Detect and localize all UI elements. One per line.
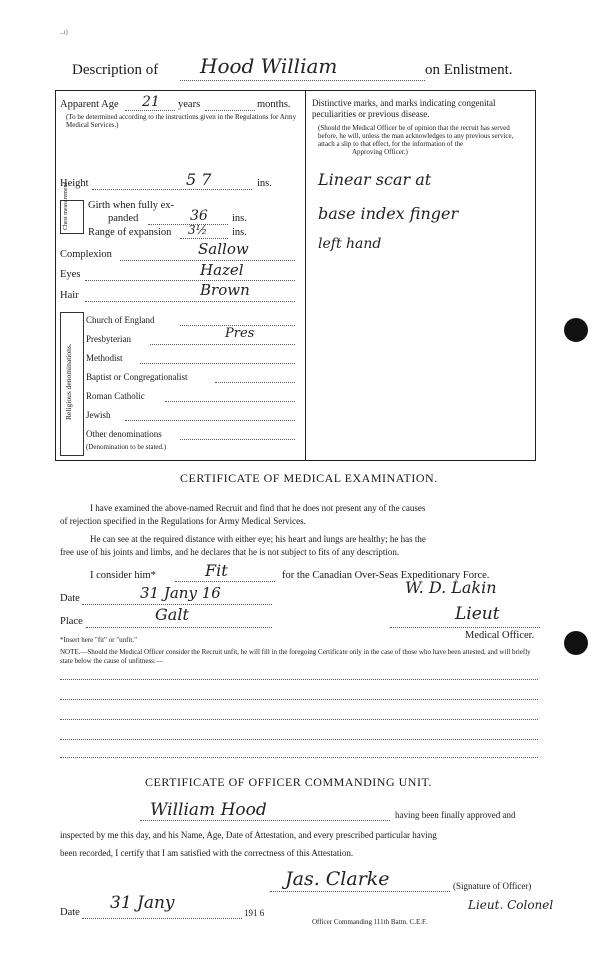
box-left-rule xyxy=(55,90,56,460)
medical-note: NOTE.—Should the Medical Officer consider the Recruit unfit, he will fill in the foregoing Certificate only in the case of those who have been attested, and will briefly state below the cause of unfitness:— xyxy=(60,648,531,665)
commanding-rank: Lieut. Colonel xyxy=(468,898,554,912)
marks-note-2: before, he will, unless the man acknowledges to any previous service, xyxy=(318,132,514,140)
marks-note-3: attach a slip to that effect, for the information of the xyxy=(318,140,464,148)
cause-line-4 xyxy=(60,739,538,740)
commanding-date-line xyxy=(82,918,242,919)
marks-line-1: Linear scar at xyxy=(318,170,432,189)
medical-place-label: Place xyxy=(60,616,83,627)
medical-officer-line xyxy=(390,627,540,628)
punch-hole-upper xyxy=(564,318,588,342)
range-line xyxy=(180,238,228,239)
eyes-label: Eyes xyxy=(60,269,81,280)
religion-roman-catholic: Roman Catholic xyxy=(86,391,145,401)
cause-line-2 xyxy=(60,699,538,700)
title-suffix: on Enlistment. xyxy=(425,62,513,78)
commanding-footer: Officer Commanding 111th Battn. C.E.F. xyxy=(312,918,428,926)
range-ins-label: ins. xyxy=(232,227,247,238)
range-label: Range of expansion xyxy=(88,227,172,238)
consider-value: Fit xyxy=(205,561,228,580)
consider-label: I consider him* xyxy=(90,570,156,581)
medical-certificate-title: CERTIFICATE OF MEDICAL EXAMINATION. xyxy=(180,471,438,485)
marks-heading-2: peculiarities or previous disease. xyxy=(312,109,430,119)
box-bottom-rule xyxy=(55,460,536,461)
punch-hole-lower xyxy=(564,631,588,655)
months-line xyxy=(205,110,255,111)
marks-heading-1: Distinctive marks, and marks indicating congenital xyxy=(312,98,496,108)
hair-line xyxy=(85,301,295,302)
cause-line-5 xyxy=(60,757,538,758)
religion-line-6 xyxy=(180,439,295,440)
chest-vertical-label: Chest measurement xyxy=(63,182,69,230)
apparent-age-label: Apparent Age xyxy=(60,99,119,110)
corner-mark: ..ı) xyxy=(60,28,68,36)
religion-jewish: Jewish xyxy=(86,410,111,420)
medical-place-value: Galt xyxy=(155,605,189,624)
complexion-label: Complexion xyxy=(60,249,112,260)
box-divider xyxy=(305,90,306,460)
commanding-signature: Jas. Clarke xyxy=(285,868,390,890)
height-value: 5 7 xyxy=(186,170,212,189)
medical-para1-line1: I have examined the above-named Recruit and find that he does not present any of the causes xyxy=(90,503,426,513)
religion-baptist: Baptist or Congregationalist xyxy=(86,372,188,382)
medical-officer-title: Medical Officer. xyxy=(465,630,535,641)
box-top-rule xyxy=(55,90,535,91)
commanding-signature-label: (Signature of Officer) xyxy=(453,881,532,891)
commanding-certificate-title: CERTIFICATE OF OFFICER COMMANDING UNIT. xyxy=(145,775,432,789)
religion-line-1 xyxy=(150,344,295,345)
religion-church-of-england: Church of England xyxy=(86,315,155,325)
medical-date-value: 31 Jany 16 xyxy=(140,584,221,602)
range-value: 3½ xyxy=(188,223,208,237)
cause-line-1 xyxy=(60,679,538,680)
girth-value: 36 xyxy=(190,208,208,224)
commanding-line1-suffix: having been finally approved and xyxy=(395,810,516,820)
commanding-year-suffix: 191 6 xyxy=(244,908,265,918)
medical-date-label: Date xyxy=(60,593,80,604)
eyes-value: Hazel xyxy=(200,261,244,279)
religion-line-2 xyxy=(140,363,295,364)
months-label: months. xyxy=(257,99,291,110)
commanding-line2: inspected by me this day, and his Name, Age, Date of Attestation, and every prescribed particular having xyxy=(60,830,437,840)
marks-note-4: Approving Officer.) xyxy=(352,148,408,156)
religion-presbyterian: Presbyterian xyxy=(86,334,131,344)
height-label: Height xyxy=(60,178,89,189)
medical-place-line xyxy=(86,627,272,628)
apparent-age-value: 21 xyxy=(142,94,160,110)
girth-label-1: Girth when fully ex- xyxy=(88,200,175,211)
religion-other: Other denominations xyxy=(86,429,162,439)
height-ins-label: ins. xyxy=(257,178,272,189)
title-prefix: Description of xyxy=(72,62,159,78)
commanding-date-value: 31 Jany xyxy=(110,893,175,913)
commanding-name-line xyxy=(140,820,390,821)
consider-line xyxy=(175,581,275,582)
name-line xyxy=(180,80,425,81)
medical-footnote: *Insert here "fit" or "unfit." xyxy=(60,636,137,644)
medical-officer-rank: Lieut xyxy=(455,604,500,624)
medical-para1-line2: of rejection specified in the Regulations for Army Medical Services. xyxy=(60,516,306,526)
other-denomination-note: (Denomination to be stated.) xyxy=(86,443,167,451)
medical-para2-line1: He can see at the required distance with either eye; his heart and lungs are healthy; he has the xyxy=(90,534,426,544)
height-line xyxy=(92,189,252,190)
recruit-name: Hood William xyxy=(200,54,338,78)
girth-ins-label: ins. xyxy=(232,213,247,224)
religion-line-4 xyxy=(165,401,295,402)
commanding-line3: been recorded, I certify that I am satisfied with the correctness of this Attestation. xyxy=(60,848,354,858)
religion-vertical-label: Religious denominations. xyxy=(64,343,73,420)
years-label: years xyxy=(178,99,201,110)
hair-value: Brown xyxy=(200,281,250,299)
cause-line-3 xyxy=(60,719,538,720)
marks-line-2: base index finger xyxy=(318,204,459,223)
consider-suffix: for the Canadian Over-Seas Expeditionary Force. xyxy=(282,570,490,581)
eyes-line xyxy=(85,280,295,281)
girth-label-2: panded xyxy=(108,213,139,224)
age-note: (To be determined according to the instructions given in the Regulations for Army Medical Services.) xyxy=(66,113,297,129)
complexion-value: Sallow xyxy=(198,240,249,258)
religion-methodist: Methodist xyxy=(86,353,123,363)
box-right-rule xyxy=(535,90,536,460)
marks-line-3: left hand xyxy=(318,236,382,252)
medical-para2-line2: free use of his joints and limbs, and he declares that he is not subject to fits of any description. xyxy=(60,547,400,557)
marks-note-1: (Should the Medical Officer be of opinion that the recruit has served xyxy=(318,124,510,132)
commanding-name-value: William Hood xyxy=(150,800,267,820)
medical-officer-signature: W. D. Lakin xyxy=(405,578,497,597)
commanding-signature-line xyxy=(270,891,450,892)
presbyterian-value: Pres xyxy=(225,326,255,341)
religion-line-3 xyxy=(215,382,295,383)
hair-label: Hair xyxy=(60,290,79,301)
religion-line-5 xyxy=(125,420,295,421)
commanding-date-label: Date xyxy=(60,907,80,918)
age-line xyxy=(125,110,175,111)
